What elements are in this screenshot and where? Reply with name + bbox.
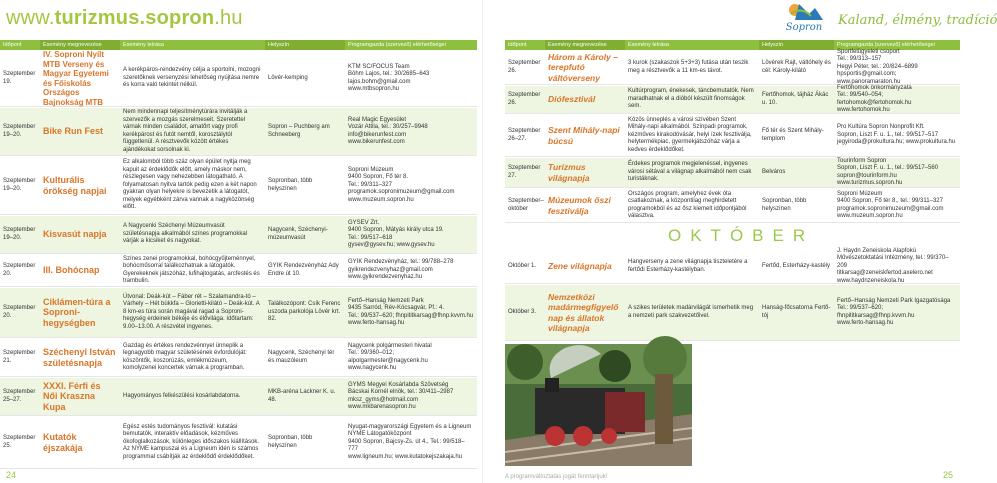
- row-place: Fertőd, Esterházy-kastély: [762, 262, 831, 269]
- header-description: Esemény leírása: [123, 42, 164, 48]
- top-bar: [0, 0, 997, 38]
- page-number-left: 24: [6, 470, 17, 480]
- row-description: Érdekes programok megjelenéssel, ingyenes városi sétával a világnap alkalmából nem csak turistáknak.: [628, 161, 752, 183]
- row-contact: Real Magic Egyesület Vozár Attila, tel.: 30/257–9948 info@bikerunfest.com www.bikerunfest.com: [348, 116, 428, 145]
- row-contact: J. Haydn Zeneiskola Alapfokú Művészetoktatási Intézmény, tel.: 99/370–209 titkarsag@zeneiskfertod.axelero.net www.haydnzeneiskola.hu: [837, 247, 949, 284]
- row-date: Október 3.: [508, 308, 537, 315]
- row-contact: GYSEV Zrt. 9400 Sopron, Mátyás király utca 19. Tel.: 99/517–618 gysev@gysev.hu; www.gysev.hu: [348, 219, 444, 248]
- table-row: [0, 288, 477, 338]
- row-place: Belváros: [762, 168, 786, 175]
- header-contact: Programgazda (szervező) elérhetőségei: [837, 42, 935, 48]
- table-row: [0, 157, 477, 215]
- row-description: Ez alkalomból több száz olyan épület nyitja meg kapuit az érdeklődők előtt, amely máskor nem, részlegesen vagy nehezebben látogatható. A folyamatosan nyitva tartók pedig ezen a két napon gyakran olyan helyekre is bevezetik a látogatót, melyek egyébként zárva vannak a nagyközönség előtt.: [123, 159, 257, 211]
- row-date: Szeptember 26.: [508, 60, 541, 74]
- header-date: Időpont: [508, 42, 527, 48]
- header-description: Esemény leírása: [628, 42, 669, 48]
- row-contact: Soproni Múzeum 9400 Sopron, Fő tér 8. Tel.: 99/311–327 programok.sopronimuzeum@gmail.com www.muzeum.sopron.hu: [348, 166, 455, 203]
- row-event-name[interactable]: Kulturális örökség napjai: [43, 175, 107, 196]
- page-number-right: 25: [943, 470, 954, 480]
- row-event-name[interactable]: Ciklámen-túra a Soproni-hegységben: [43, 296, 111, 328]
- row-date: Szeptember 20.: [3, 305, 36, 319]
- row-event-name[interactable]: IV. Soproni Nyílt MTB Verseny és Magyar Egyetemi és Főiskolás Országos Bajnokság MTB: [43, 50, 109, 107]
- row-description: A szikes területek madárvilágát ismerhetik meg a nemzeti park szakvezetőivel.: [628, 305, 754, 319]
- row-event-name[interactable]: Múzeumok őszi fesztiválja: [548, 195, 611, 216]
- row-contact: Sportfelügyeleti csoport Tel.: 99/313–157 Hegyi Péter, tel.: 20/824–6899 hpsportis@gmail.com; www.panoramaraton.hu: [837, 48, 918, 85]
- table-row: [0, 51, 477, 107]
- row-description: Útvonal: Deák-kút – Fáber rét – Szalamandra-tó – Várhely – Hét bükkfa – Glorietti-kilátó – Deák-kút. A 8 km-es túra során magával ragad a Soproni-hegység erdeinek békéje és élővilága. Időtartam: 9.00–13.00. A részvétel ingyenes.: [123, 293, 260, 330]
- row-contact: Nyugat-magyarországi Egyetem és a Ligneum NYME Látogatóközpont 9400 Sopron, Bajcsy-Zs. út 4., Tel.: 99/518–777 www.ligneum.hu; www.kutatokejszakaja.hu: [348, 423, 472, 460]
- header-place: Helyszín: [759, 40, 834, 50]
- row-event-name[interactable]: XXXI. Férfi és Női Kraszna Kupa: [43, 380, 101, 412]
- row-contact: GYMS Megyei Kosárlabda Szövetség Bácskai Kornél elnök, tel.: 30/411–2987 mksz_gyms@hotmail.com www.mkbarenasopron.hu: [348, 381, 454, 410]
- month-heading-oktober: OKTÓBER: [668, 226, 815, 245]
- row-event-name[interactable]: Kisvasút napja: [43, 229, 107, 240]
- row-event-name[interactable]: III. Bohócnap: [43, 265, 100, 276]
- row-date: Szeptember 26.: [508, 92, 541, 106]
- row-description: Hangverseny a zene világnapja tiszteletére a fertődi Esterházy-kastélyban.: [628, 259, 748, 273]
- row-description: Színes zenei programokkal, bohócgyűjteménnyel, bohócműsorral találkozhatnak a látogatók. Gyerekeknek játszóház, lufihajtogatás, arcfestés és trambulin.: [123, 255, 260, 284]
- table-row: [0, 378, 477, 416]
- row-event-name[interactable]: Kutatók éjszakája: [43, 432, 83, 453]
- row-event-name[interactable]: Diófesztivál: [548, 94, 596, 105]
- row-contact: Pro Kultúra Sopron Nonprofit Kft. Sopron, Liszt F. u. 1., tel.: 99/517–517 jegyiroda@prokultura.hu; www.prokultura.hu: [837, 124, 956, 146]
- row-contact: Fertőhomok önkormányzata Tel.: 99/540–054; fertohomok@fertohomok.hu www.fertohomok.hu: [837, 84, 912, 113]
- header-event: Esemény megnevezése: [545, 40, 625, 50]
- row-date: Szeptember 19–20.: [3, 124, 36, 138]
- row-date: Szeptember 26–27.: [508, 128, 541, 142]
- row-place: Nagycenk, Széchenyi-múzeumvasút: [268, 227, 328, 241]
- svg-text:Sopron: Sopron: [785, 22, 823, 33]
- table-row: [0, 255, 477, 287]
- table-row: [505, 247, 960, 284]
- table-row: [505, 115, 960, 157]
- row-place: Fő tér és Szent Mihály-templom: [762, 128, 824, 142]
- row-date: Szeptember 25–27.: [3, 389, 36, 403]
- header-event: Esemény megnevezése: [40, 40, 120, 50]
- row-description: A Nagycenki Széchenyi Múzeumvasút születésnapja alkalmából színes programokkal várják a kicsiket és nagyokat.: [123, 223, 248, 245]
- row-description: 3 kurok (szakaszok 5+3+3) futása után teszik meg a résztvevők a 11 km-es távot.: [628, 60, 749, 74]
- row-date: Szeptember 19–20.: [3, 178, 36, 192]
- footer-note: A programváltoztatás jogát fenntartjuk!: [505, 473, 608, 480]
- steam-train-photo: [505, 344, 692, 466]
- row-date: Szeptember 27.: [508, 165, 541, 179]
- table-row: [0, 417, 477, 469]
- table-row: [0, 216, 477, 254]
- row-place: Lövérek Rajt, váltóhely és cél: Károly-kilátó: [762, 60, 831, 74]
- row-description: Nem mindennapi teljesítménytúrára invitálják a szervezők a mozgás szerelmeseit. Szeretettel várnak minden családot, amatőrt vagy profi kerékpárost és futót nemtől, korosztálytól függetlenül. A résztvevők között értékes ajándékokat sorsolnak ki.: [123, 109, 248, 153]
- row-contact: Nagycenk polgármesteri hivatal Tel.: 99/360–012; alpolgarmester@nagycenk.hu www.nagycenk.hu: [348, 342, 432, 371]
- row-contact: Fertő–Hanság Nemzeti Park Igazgatósága Tel.: 99/537–620; fhnpititkarsag@fhnp.kvvm.hu www.ferto-hansag.hu: [837, 297, 951, 326]
- table-row: [505, 189, 960, 223]
- row-description: Hagyományos felkészülési kosárlabdatorna.: [123, 392, 241, 399]
- row-place: Sopronban, több helyszínen: [268, 435, 313, 449]
- row-description: Gazdag és értékes rendezvénnyel ünneplik a legnagyobb magyar születésének évfordulóját: köszöntők, koszorúzás, emlékmúzeum, komolyzenei koncertek várnak a programban.: [123, 342, 247, 371]
- site-url[interactable]: www.turizmus.sopron.hu: [6, 7, 243, 29]
- row-place: Sopron – Puchberg am Schneeberg: [268, 124, 330, 138]
- table-row: [0, 339, 477, 377]
- row-contact: Tourinform Sopron Sopron, Liszt F. u. 1., tel.: 99/517–560 sopron@tourinform.hu www.turizmus.sopron.hu: [837, 157, 939, 186]
- row-place: Lövér-kemping: [268, 74, 308, 81]
- row-event-name[interactable]: Szent Mihály-napi búcsú: [548, 125, 620, 146]
- page-gutter: [482, 0, 483, 483]
- row-event-name[interactable]: Zene világnapja: [548, 261, 612, 272]
- row-description: Kultúrprogram, énekesek, táncbemutatók. Nem maradhatnak el a dióból készült finomságok sem.: [628, 88, 754, 110]
- row-place: GYIK Rendezvényház Ady Endre út 10.: [268, 263, 339, 277]
- row-contact: GYIK Rendezvényház, tel.: 99/788–278 gyikrendezvenyhaz@gmail.com www.gyikrendezvenyhaz.hu: [348, 259, 454, 281]
- sopron-logo: [779, 0, 829, 36]
- table-row: [0, 108, 477, 156]
- row-date: Szeptember 19.: [3, 71, 36, 85]
- row-place: Nagycenk, Széchenyi tér és mauzóleum: [268, 350, 335, 364]
- row-description: A kerékpáros-rendezvény célja a sportolni, mozogni szeretőknek versenyzési lehetőség nyújtása nemre és korra való tekintet nélkül.: [123, 67, 261, 89]
- row-event-name[interactable]: Három a Károly – terepfutó váltóverseny: [548, 51, 618, 83]
- row-contact: KTM SC/FOCUS Team Böhm Lajos, tel.: 30/2685–643 lajos.bohm@gmail.com www.mtbsopron.hu: [348, 63, 430, 92]
- row-event-name[interactable]: Nemzetközi madármegfigyelő nap és állatok világnapja: [548, 291, 619, 333]
- row-event-name[interactable]: Széchenyi István születésnapja: [43, 347, 116, 368]
- table-row: [505, 158, 960, 188]
- row-place: MKB-aréna Lackner K. u. 48.: [268, 389, 336, 403]
- header-date: Időpont: [3, 42, 22, 48]
- row-date: Szeptember–október: [508, 198, 544, 212]
- table-row: [505, 48, 960, 85]
- row-date: Szeptember 20.: [3, 263, 36, 277]
- row-contact: Soproni Múzeum 9400 Sopron, Fő tér 8., tel.: 99/311–327 programok.sopronimuzeum@gmail.com www.muzeum.sopron.hu: [837, 190, 944, 219]
- table-row: [505, 285, 960, 341]
- row-date: Október 1.: [508, 262, 537, 269]
- row-contact: Fertő–Hanság Nemzeti Park 9435 Sarród, Rév-Kócsagvár, Pf.: 4. Tel.: 99/537–620; fhnpititkarsag@fhnp.kvvm.hu www.ferto-hansag.hu: [348, 297, 474, 326]
- row-place: Fertőhomok, tájház Ákác u. 10.: [762, 92, 829, 106]
- row-event-name[interactable]: Bike Run Fest: [43, 126, 104, 137]
- row-place: Sopronban, több helyszínen: [268, 178, 313, 192]
- header-place: Helyszín: [265, 40, 345, 50]
- tagline: Kaland, élmény, tradíció: [838, 13, 997, 28]
- table-row: [505, 86, 960, 114]
- row-date: Szeptember 21.: [3, 350, 36, 364]
- row-date: Szeptember 25.: [3, 435, 36, 449]
- row-date: Szeptember 19–20.: [3, 227, 36, 241]
- row-event-name[interactable]: Turizmus világnapja: [548, 162, 590, 183]
- row-place: Találkozópont: Csík Ferenc uszoda parkolója Lövér krt. 82.: [268, 301, 341, 323]
- left-table-header: [0, 40, 477, 50]
- row-place: Sopronban, több helyszínen: [762, 198, 807, 212]
- row-description: Országos program, amelyhez évek óta csatlakoznak, a központilag meghirdetett programokból és az ősz kiemelt időpontjából választva.: [628, 190, 747, 219]
- row-place: Hanság-főcsatorna Fertő-tój: [762, 305, 831, 319]
- row-description: Közös ünneplés a városi szívében Szent Mihály-napi alkalmából. Színpadi programok, kézműves kirakodóvásár, helyi ízek fesztiválja, helytermékpiac, gyermekjátszóház várja a kedves érdeklődőket.: [628, 116, 752, 153]
- header-contact: Programgazda (szervező) elérhetőségei: [348, 42, 446, 48]
- row-description: Egész estés tudományos fesztivál: kutatási bemutatók, interaktív előadások, kézműves ökofoglalkozások, különleges időszakos kiállítások. Az NYME kampuszai és a Ligneum idén is számos programmal csábítják az érdeklődő érdeklődőket.: [123, 423, 260, 460]
